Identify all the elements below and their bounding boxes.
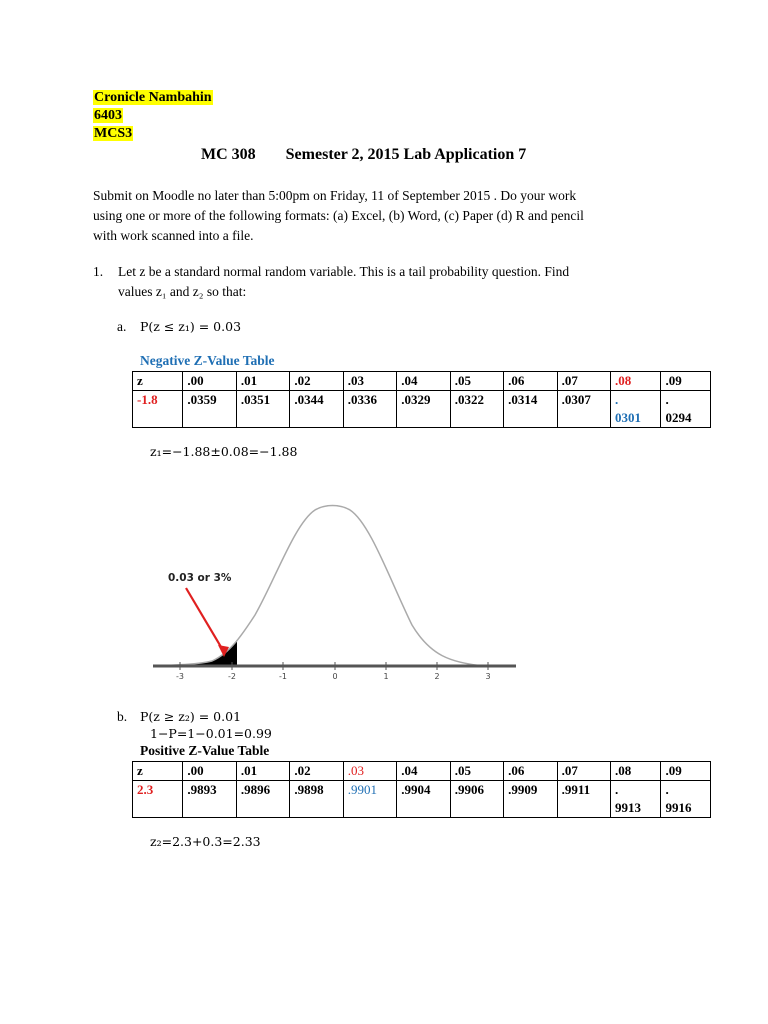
table-row [133, 781, 711, 818]
table-cell: .9909 [504, 781, 557, 818]
question-number: 1. [93, 264, 104, 279]
table-row [133, 391, 711, 428]
positive-z-table [132, 761, 711, 818]
header-cell: .06 [504, 762, 557, 781]
lab-title: Semester 2, 2015 Lab Application 7 [285, 146, 527, 163]
header-cell: .06 [504, 372, 557, 391]
normal-distribution-graph [150, 495, 520, 690]
cell-value: 0294 [665, 410, 692, 425]
part-b-result: z₂=2.3+0.3=2.33 [150, 834, 261, 849]
intro-line: using one or more of the following formats: (a) Excel, (b) Word, (c) Paper (d) R and pencil [93, 208, 584, 223]
table-cell: .9898 [290, 781, 343, 818]
table-cell-highlighted: .9901 [343, 781, 396, 818]
table-cell: .0359 [183, 391, 236, 428]
table-cell: .9893 [183, 781, 236, 818]
table-cell: .0344 [290, 391, 343, 428]
part-b-label: b. [117, 709, 128, 724]
student-id: 6403 [94, 108, 122, 123]
cell-value: 9916 [665, 800, 692, 815]
table-cell [661, 391, 711, 428]
page-title [201, 146, 526, 164]
header-cell: .02 [290, 762, 343, 781]
table-cell [611, 781, 661, 818]
header-cell: .01 [236, 372, 289, 391]
cell-value: 0301 [615, 410, 642, 425]
header-cell: .07 [557, 762, 610, 781]
header-cell: .04 [397, 372, 450, 391]
part-a-result: z₁=−1.88±0.08=−1.88 [150, 444, 298, 459]
header-cell: .08 [611, 762, 661, 781]
student-name: Cronicle Nambahin [94, 90, 212, 105]
table-cell: .0351 [236, 391, 289, 428]
cell-dot: . [665, 782, 669, 797]
bell-curve [153, 506, 485, 667]
cell-dot: . [615, 782, 619, 797]
question-line: values z₁ and z₂ so that: [118, 284, 247, 299]
tick-label: 1 [383, 672, 389, 681]
row-label-highlighted: -1.8 [133, 391, 183, 428]
student-info [93, 88, 213, 142]
table-cell: .0314 [504, 391, 557, 428]
tick-label: -2 [228, 672, 236, 681]
header-cell: z [133, 372, 183, 391]
tail-annotation-label: 0.03 or 3% [168, 572, 232, 584]
course-code: MC 308 [201, 146, 256, 163]
header-cell: z [133, 762, 183, 781]
table-header-row [133, 762, 711, 781]
cell-dot: . [615, 392, 619, 407]
header-cell: .00 [183, 372, 236, 391]
header-cell: .01 [236, 762, 289, 781]
table-cell: .9906 [450, 781, 503, 818]
table-cell: .0307 [557, 391, 610, 428]
header-cell: .09 [661, 762, 711, 781]
table-cell: .0322 [450, 391, 503, 428]
table-header-row [133, 372, 711, 391]
header-cell: .05 [450, 372, 503, 391]
table-cell-highlighted [611, 391, 661, 428]
intro-line: with work scanned into a file. [93, 228, 254, 243]
table-cell: .9896 [236, 781, 289, 818]
annotation-arrow [186, 588, 224, 652]
intro-line: Submit on Moodle no later than 5:00pm on Friday, 11 of September 2015 . Do your work [93, 188, 577, 203]
question-1 [118, 262, 675, 302]
negative-z-table [132, 371, 711, 428]
header-cell-highlighted: .08 [611, 372, 661, 391]
header-cell: .02 [290, 372, 343, 391]
cell-dot: . [665, 392, 669, 407]
negative-table-caption: Negative Z-Value Table [140, 353, 275, 368]
header-cell: .09 [661, 372, 711, 391]
tick-label: -1 [279, 672, 287, 681]
tick-label: 3 [485, 672, 491, 681]
part-a-equation: P(z ≤ z₁) = 0.03 [140, 319, 242, 334]
table-cell: .9911 [557, 781, 610, 818]
part-b-step: 1−P=1−0.01=0.99 [150, 726, 272, 741]
table-cell: .0336 [343, 391, 396, 428]
header-cell: .07 [557, 372, 610, 391]
header-cell: .05 [450, 762, 503, 781]
student-program: MCS3 [94, 126, 133, 141]
positive-table-caption: Positive Z-Value Table [140, 743, 270, 758]
tick-label: 2 [434, 672, 440, 681]
table-cell [661, 781, 711, 818]
intro-paragraph [93, 186, 675, 246]
header-cell: .03 [343, 372, 396, 391]
table-cell: .0329 [397, 391, 450, 428]
cell-value: 9913 [615, 800, 642, 815]
tick-label: 0 [332, 672, 338, 681]
part-b-equation: P(z ≥ z₂) = 0.01 [140, 709, 242, 724]
header-cell: .00 [183, 762, 236, 781]
tick-label: -3 [176, 672, 184, 681]
part-a-label: a. [117, 319, 127, 334]
header-cell-highlighted: .03 [343, 762, 396, 781]
header-cell: .04 [397, 762, 450, 781]
question-line: Let z be a standard normal random variable. This is a tail probability question. Find [118, 264, 570, 279]
table-cell: .9904 [397, 781, 450, 818]
row-label-highlighted: 2.3 [133, 781, 183, 818]
